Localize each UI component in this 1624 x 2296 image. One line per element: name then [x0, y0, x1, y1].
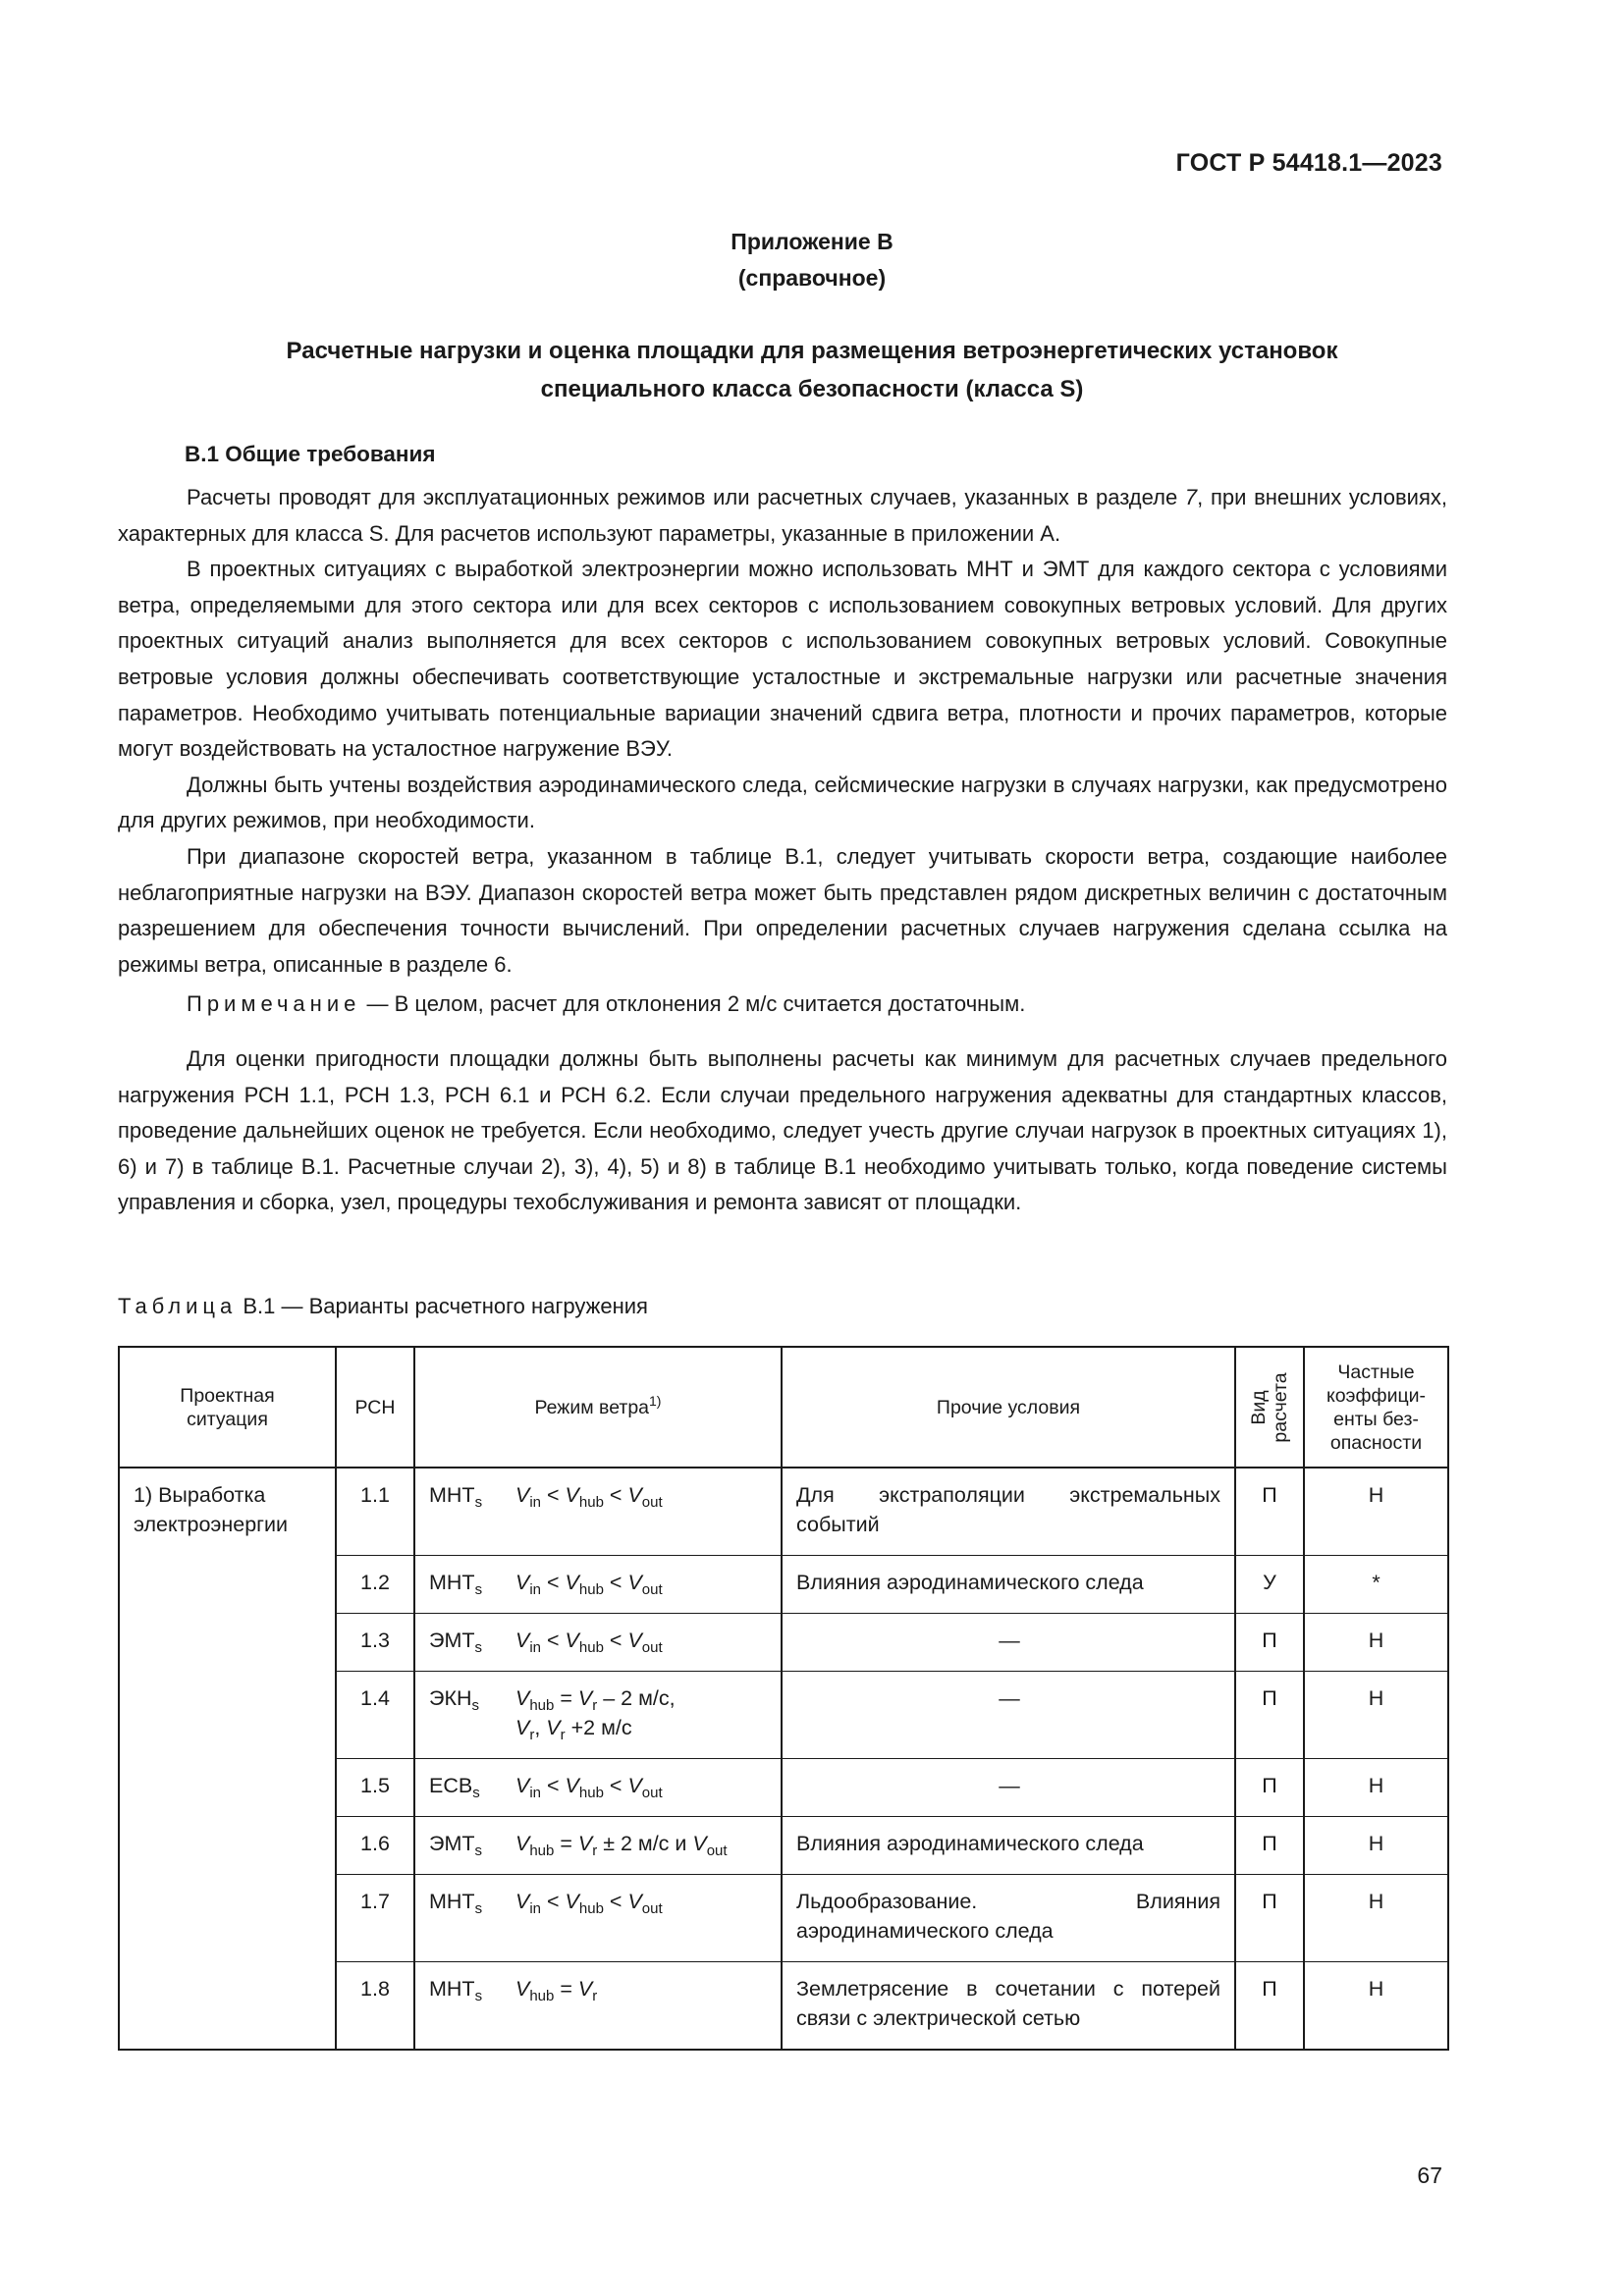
calc-type-cell: П [1235, 1962, 1304, 2051]
wind-mode-cell: $ЭКН_s$ $V_{hub} = V_r - 2$ м/с, $V_r$, $V_r +2$ м/с [414, 1672, 782, 1759]
paragraph-4: При диапазоне скоростей ветра, указанном в таблице В.1, следует учитывать скорости ветра, создающие наиболее неблагоприятные нагрузки на ВЭУ. Диапазон скоростей ветра может быть представлен рядом дискретных величин с достаточным разрешением для обеспечения точности вычислений. При определении расчетных случаев нагружения сделана ссылка на режимы ветра, описанные в разделе 6. [118, 843, 1447, 977]
paragraph-3: Должны быть учтены воздействия аэродинамического следа, сейсмические нагрузки в случаях нагрузки, как предусмотрено для других режимов, при необходимости. [118, 772, 1447, 833]
annex-heading [118, 332, 1506, 408]
rsn-cell: 1.6 [336, 1817, 414, 1875]
other-conditions-cell: — [782, 1614, 1235, 1672]
factor-cell: Н [1304, 1468, 1448, 1556]
rsn-cell: 1.5 [336, 1759, 414, 1817]
wind-mode-cell: $ECB_s$ $V_{in} < V_{hub} < V_{out}$ [414, 1759, 782, 1817]
note [118, 987, 1447, 1023]
factor-cell: Н [1304, 1875, 1448, 1962]
table-caption [118, 1294, 648, 1319]
wind-mode-cell: $МНТ_s$ $V_{in} < V_{hub} < V_{out}$ [414, 1875, 782, 1962]
other-conditions-cell: — [782, 1672, 1235, 1759]
header-rsn: РСН [336, 1347, 414, 1468]
factor-cell: Н [1304, 1672, 1448, 1759]
annex-label [0, 224, 1624, 296]
document-code: ГОСТ Р 54418.1—2023 [1175, 149, 1442, 177]
annex-heading-line-1: Расчетные нагрузки и оценка площадки для размещения ветроэнергетических установок [286, 338, 1338, 364]
other-conditions-cell: Влияния аэродинамического следа [782, 1556, 1235, 1614]
calc-type-cell: П [1235, 1759, 1304, 1817]
rsn-cell: 1.8 [336, 1962, 414, 2051]
other-conditions-cell: — [782, 1759, 1235, 1817]
note-label: Примечание [187, 991, 361, 1016]
annex-status: (справочное) [737, 265, 887, 291]
load-cases-table [118, 1346, 1449, 2051]
wind-mode-cell: $МНТ_s$ $V_{hub} = V_r$ [414, 1962, 782, 2051]
rsn-cell: 1.7 [336, 1875, 414, 1962]
table-row [119, 1468, 1448, 1556]
wind-mode-cell: $МНТ_s$ $V_{in} < V_{hub} < V_{out}$ [414, 1468, 782, 1556]
header-wind-mode: Режим ветра$^{1)}$ [414, 1347, 782, 1468]
header-situation: Проектная ситуация [119, 1347, 336, 1468]
factor-cell: Н [1304, 1962, 1448, 2051]
paragraph-2: В проектных ситуациях с выработкой электроэнергии можно использовать МНТ и ЭМТ для каждого сектора с условиями ветра, определяемыми для этого сектора или для всех секторов с использованием совокупных ветровых условий. Для других проектных ситуаций анализ выполняется для всех секторов с использованием совокупных ветровых условий. Совокупные ветровые условия должны обеспечивать соответствующие усталостные и экстремальные нагрузки или расчетные значения параметров. Необходимо учитывать потенциальные вариации значений сдвига ветра, плотности и прочих параметров, которые могут воздействовать на усталостное нагружение ВЭУ. [118, 557, 1447, 762]
other-conditions-cell: Землетрясение в сочетании с потерей связи с электрической сетью [782, 1962, 1235, 2051]
calc-type-cell: П [1235, 1614, 1304, 1672]
header-other-conditions: Прочие условия [782, 1347, 1235, 1468]
section-body [118, 480, 1447, 983]
factor-cell: Н [1304, 1759, 1448, 1817]
header-calc-type: Вид расчета [1235, 1347, 1304, 1468]
annex-title: Приложение В [731, 229, 893, 254]
wind-mode-cell: $ЭМТ_s$ $V_{in} < V_{hub} < V_{out}$ [414, 1614, 782, 1672]
other-conditions-cell: Влияния аэродинамического следа [782, 1817, 1235, 1875]
footnote-ref: 1) [649, 1392, 662, 1409]
calc-type-cell: П [1235, 1817, 1304, 1875]
paragraph-5: Для оценки пригодности площадки должны быть выполнены расчеты как минимум для расчетных случаев предельного нагружения РСН 1.1, РСН 1.3, РСН 6.1 и РСН 6.2. Если случаи предельного нагружения адекватны для стандартных классов, проведение дальнейших оценок не требуется. Если необходимо, следует учесть другие случаи нагрузок в проектных ситуациях 1), 6) и 7) в таблице В.1. Расчетные случаи 2), 3), 4), 5) и 8) в таблице В.1 необходимо учитывать только, когда поведение системы управления и сборка, узел, процедуры техобслуживания и ремонта зависят от площадки. [118, 1046, 1447, 1215]
section-heading: В.1 Общие требования [185, 442, 436, 466]
header-safety-factors: Частные коэффици-енты без-опасности [1304, 1347, 1448, 1468]
other-conditions-cell: Для экстраполяции экстремальных событий [782, 1468, 1235, 1556]
section-body-2 [118, 1041, 1447, 1221]
rsn-cell: 1.1 [336, 1468, 414, 1556]
rsn-cell: 1.2 [336, 1556, 414, 1614]
rsn-cell: 1.4 [336, 1672, 414, 1759]
factor-cell: Н [1304, 1614, 1448, 1672]
note-text: — В целом, расчет для отклонения 2 м/с считается достаточным. [360, 991, 1026, 1016]
other-conditions-cell: Льдообразование. Влияния аэродинамического следа [782, 1875, 1235, 1962]
calc-type-cell: П [1235, 1468, 1304, 1556]
table-header-row [119, 1347, 1448, 1468]
wind-mode-cell: $ЭМТ_s$ $V_{hub} = V_r \pm 2$ м/с и $V_{out}$ [414, 1817, 782, 1875]
wind-mode-cell: $МНТ_s$ $V_{in} < V_{hub} < V_{out}$ [414, 1556, 782, 1614]
factor-cell: * [1304, 1556, 1448, 1614]
calc-type-cell: У [1235, 1556, 1304, 1614]
paragraph-1: Расчеты проводят для эксплуатационных режимов или расчетных случаев, указанных в разделе 7, при внешних условиях, характерных для класса S. Для расчетов используют параметры, указанные в приложении А. [118, 485, 1447, 546]
situation-cell: 1) Выработка электроэнергии [119, 1468, 336, 2050]
table-caption-text: В.1 — Варианты расчетного нагружения [237, 1294, 648, 1318]
factor-cell: Н [1304, 1817, 1448, 1875]
rsn-cell: 1.3 [336, 1614, 414, 1672]
annex-heading-line-2: специального класса безопасности (класса S) [540, 376, 1084, 402]
calc-type-cell: П [1235, 1875, 1304, 1962]
page-number: 67 [1417, 2163, 1442, 2188]
calc-type-cell: П [1235, 1672, 1304, 1759]
table-caption-label: Таблица [118, 1294, 238, 1318]
